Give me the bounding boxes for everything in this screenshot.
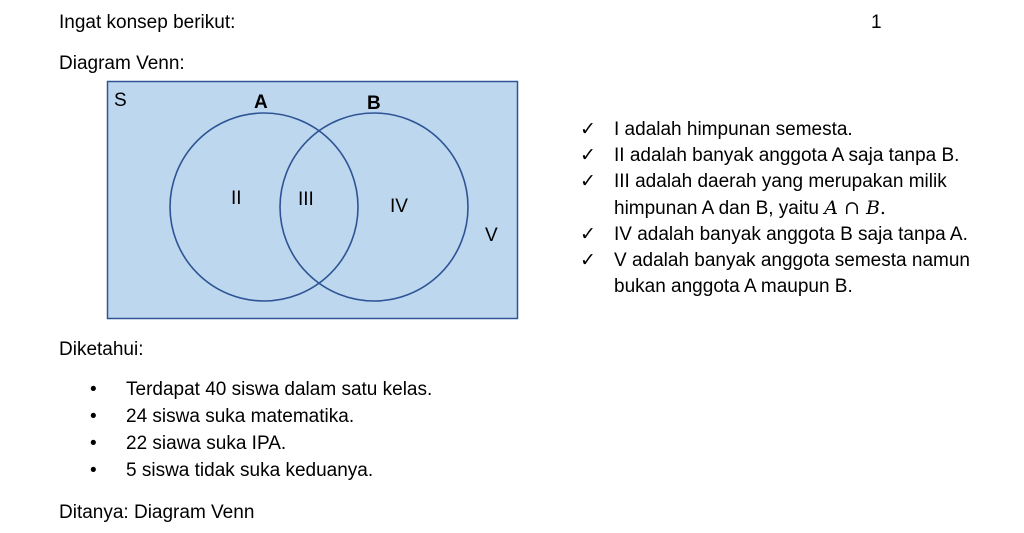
concept-text-continued: bukan anggota A maupun B.	[614, 276, 853, 297]
concept-item	[580, 248, 970, 300]
given-item	[90, 403, 432, 430]
concept-text-continued	[614, 195, 970, 222]
given-list	[90, 376, 432, 484]
concept-text: IV adalah banyak anggota B saja tanpa A.	[614, 224, 968, 245]
bullet-icon: •	[90, 433, 97, 454]
concept-list	[580, 117, 970, 300]
universe-label: S	[114, 90, 127, 111]
concept-item	[580, 222, 970, 248]
concept-text: III adalah daerah yang merupakan milik	[614, 171, 947, 192]
concept-text: II adalah banyak anggota A saja tanpa B.	[614, 145, 960, 166]
region-4-label: IV	[390, 196, 408, 217]
intersection-symbol: ∩	[837, 197, 866, 219]
region-2-label: II	[231, 188, 242, 209]
set-a-label: A	[254, 92, 268, 113]
venn-section-label: Diagram Venn:	[59, 53, 185, 74]
question-text: Ditanya: Diagram Venn	[59, 502, 255, 523]
concept-text: V adalah banyak anggota semesta namun	[614, 250, 970, 271]
check-icon: ✓	[580, 224, 596, 245]
intersection-formula	[824, 197, 886, 219]
math-period: .	[879, 197, 886, 219]
heading: Ingat konsep berikut:	[59, 12, 236, 33]
given-text: 5 siswa tidak suka keduanya.	[126, 460, 374, 481]
concept-text: I adalah himpunan semesta.	[614, 119, 853, 140]
page-number: 1	[871, 12, 882, 33]
given-text: Terdapat 40 siswa dalam satu kelas.	[126, 379, 433, 400]
concept-item	[580, 143, 970, 169]
check-icon: ✓	[580, 171, 596, 192]
set-b-label: B	[367, 93, 381, 114]
given-item	[90, 430, 432, 457]
check-icon: ✓	[580, 145, 596, 166]
given-label: Diketahui:	[59, 339, 144, 360]
check-icon: ✓	[580, 119, 596, 140]
bullet-icon: •	[90, 460, 97, 481]
given-item	[90, 376, 432, 403]
region-3-label: III	[298, 189, 314, 210]
math-var-b: B	[865, 197, 880, 219]
region-5-label: V	[485, 225, 498, 246]
given-text: 24 siswa suka matematika.	[126, 406, 355, 427]
given-text: 22 siawa suka IPA.	[126, 433, 287, 454]
concept-cont-text: himpunan A dan B, yaitu	[614, 198, 825, 219]
bullet-icon: •	[90, 379, 97, 400]
concept-item	[580, 169, 970, 222]
math-var-a: A	[824, 197, 838, 219]
bullet-icon: •	[90, 406, 97, 427]
given-item	[90, 457, 432, 484]
check-icon: ✓	[580, 250, 596, 271]
concept-item	[580, 117, 970, 143]
